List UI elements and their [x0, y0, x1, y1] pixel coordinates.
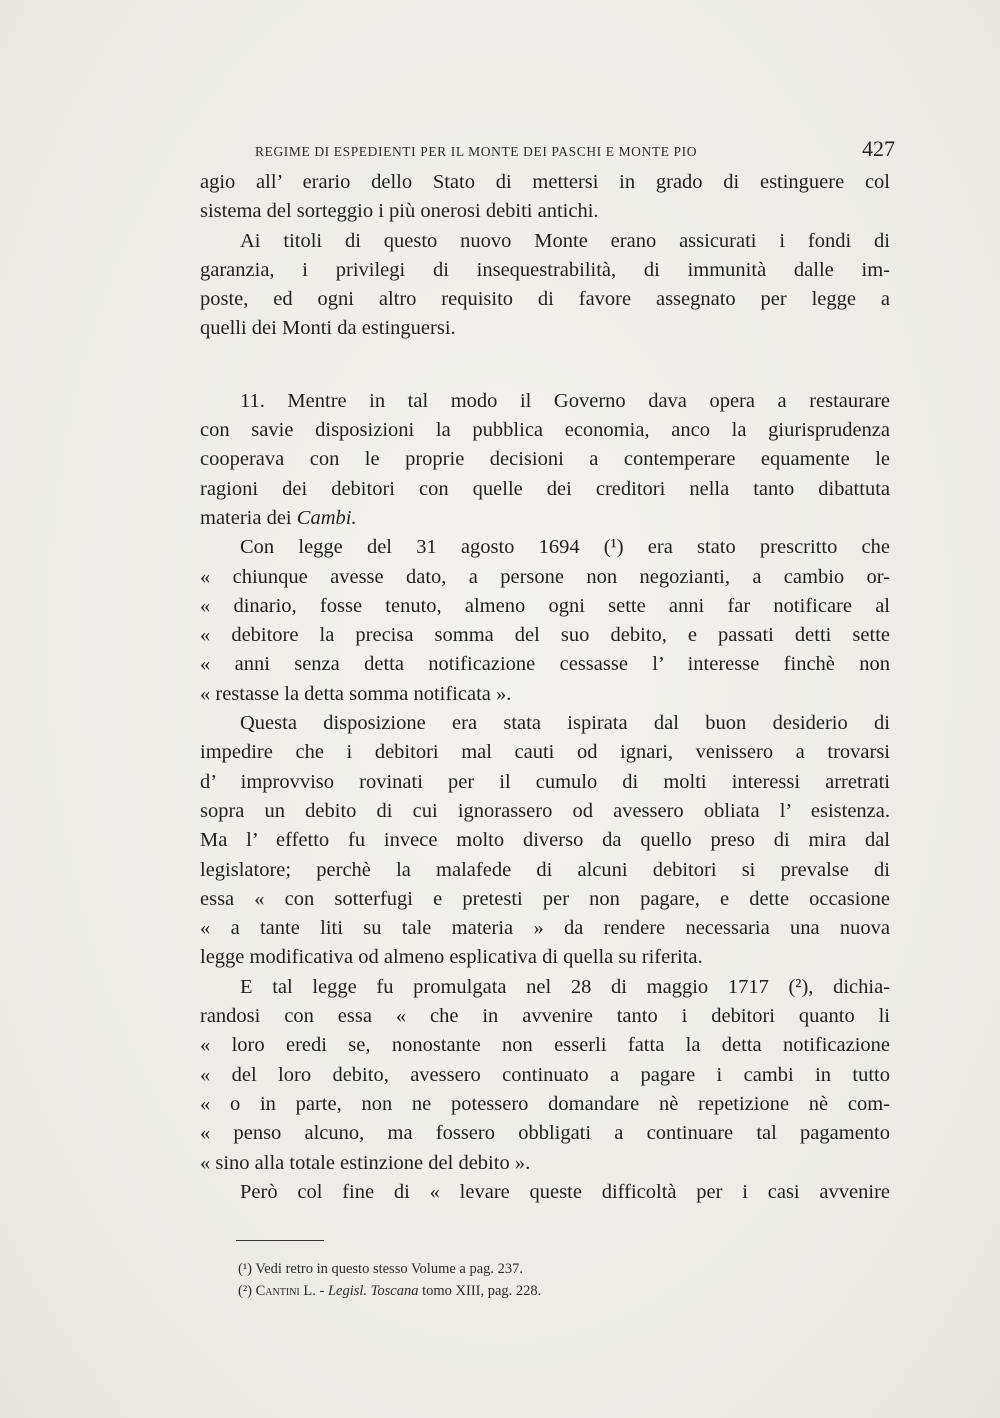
footnote-2	[238, 1280, 838, 1302]
text-line: « chiunque avesse dato, a persone non negozianti, a cambio or-	[200, 565, 890, 588]
text-line: « a tante liti su tale materia » da rendere necessaria una nuova	[200, 917, 890, 940]
paragraph	[200, 168, 890, 227]
section-gap	[200, 344, 890, 387]
text-line: Però col fine di « levare queste difficoltà per i casi avvenire	[240, 1180, 890, 1203]
text-line: « o in parte, non ne potessero domandare nè repetizione nè com-	[200, 1092, 890, 1115]
text-line: quelli dei Monti da estinguersi.	[200, 317, 456, 340]
text-line: « sino alla totale estinzione del debito ».	[200, 1151, 531, 1174]
text-line	[200, 504, 890, 533]
paragraph	[200, 709, 890, 973]
text-line: Questa disposizione era stata ispirata dal buon desiderio di	[240, 712, 890, 735]
text-line: E tal legge fu promulgata nel 28 di maggio 1717 (²), dichia-	[240, 975, 890, 998]
text-line: impedire che i debitori mal cauti od ignari, venissero a trovarsi	[200, 741, 890, 764]
text-line: ragioni dei debitori con quelle dei creditori nella tanto dibattuta	[200, 477, 890, 500]
text-line: « dinario, fosse tenuto, almeno ogni sette anni far notificare al	[200, 594, 890, 617]
text-line: Con legge del 31 agosto 1694 (¹) era stato prescritto che	[240, 536, 890, 559]
footnote-2-separator: -	[315, 1283, 328, 1299]
text-line: garanzia, i privilegi di insequestrabilità, di immunità dalle im-	[200, 258, 890, 281]
text-line: sopra un debito di cui ignorassero od avessero obliata l’ esistenza.	[200, 799, 890, 822]
text-line: « penso alcuno, ma fossero obbligati a continuare tal pagamento	[200, 1122, 890, 1145]
text-line: essa « con sotterfugi e pretesti per non pagare, e dette occasione	[200, 887, 890, 910]
paragraph	[200, 387, 890, 533]
text-line: d’ improvviso rovinati per il cumulo di molti interessi arretrati	[200, 770, 890, 793]
footnote-1: (¹) Vedi retro in questo stesso Volume a pag. 237.	[238, 1261, 524, 1277]
running-title: REGIME DI ESPEDIENTI PER IL MONTE DEI PASCHI E MONTE PIO	[255, 144, 698, 159]
text-line: con savie disposizioni la pubblica economia, anco la giurisprudenza	[200, 419, 890, 442]
italic-term: Cambi.	[296, 506, 357, 529]
footnote-2-mark: (²)	[238, 1283, 256, 1299]
text-line: agio all’ erario dello Stato di mettersi in grado di estinguere col	[200, 171, 890, 193]
body-text	[200, 168, 890, 1207]
text-line: « restasse la detta somma notificata ».	[200, 682, 512, 705]
text-line: « del loro debito, avessero continuato a pagare i cambi in tutto	[200, 1063, 890, 1086]
text-line: legge modificativa od almeno esplicativa di quella su riferita.	[200, 946, 703, 969]
text-line: cooperava con le proprie decisioni a contemperare equamente le	[200, 448, 890, 471]
footnotes	[238, 1258, 838, 1302]
paragraph	[200, 973, 890, 1178]
text-line: 11. Mentre in tal modo il Governo dava opera a restaurare	[240, 389, 890, 412]
text-line: Ma l’ effetto fu invece molto diverso da quello preso di mira dal	[200, 829, 890, 852]
text-line: poste, ed ogni altro requisito di favore assegnato per legge a	[200, 288, 890, 311]
footnote-2-title: Legisl. Toscana	[327, 1283, 419, 1299]
text-line: « anni senza detta notificazione cessasse l’ interesse finchè non	[200, 653, 890, 676]
page-number: 427	[862, 136, 895, 161]
text-line: randosi con essa « che in avvenire tanto i debitori quanto li	[200, 1005, 890, 1028]
text-line: « loro eredi se, nonostante non esserli fatta la detta notificazione	[200, 1034, 890, 1057]
paragraph	[200, 533, 890, 709]
paragraph	[200, 1178, 890, 1207]
paragraph	[200, 227, 890, 344]
line-prefix: materia dei	[200, 506, 297, 529]
running-header	[255, 136, 895, 164]
footnote-2-rest: tomo XIII, pag. 228.	[418, 1283, 542, 1299]
text-line: legislatore; perchè la malafede di alcuni debitori si prevalse di	[200, 858, 890, 881]
footnote-divider	[236, 1240, 324, 1241]
text-line: Ai titoli di questo nuovo Monte erano assicurati i fondi di	[240, 229, 890, 252]
text-line: sistema del sorteggio i più onerosi debiti antichi.	[200, 200, 599, 223]
footnote-2-author: Cantini L.	[255, 1283, 316, 1299]
text-line: « debitore la precisa somma del suo debito, e passati detti sette	[200, 624, 890, 647]
